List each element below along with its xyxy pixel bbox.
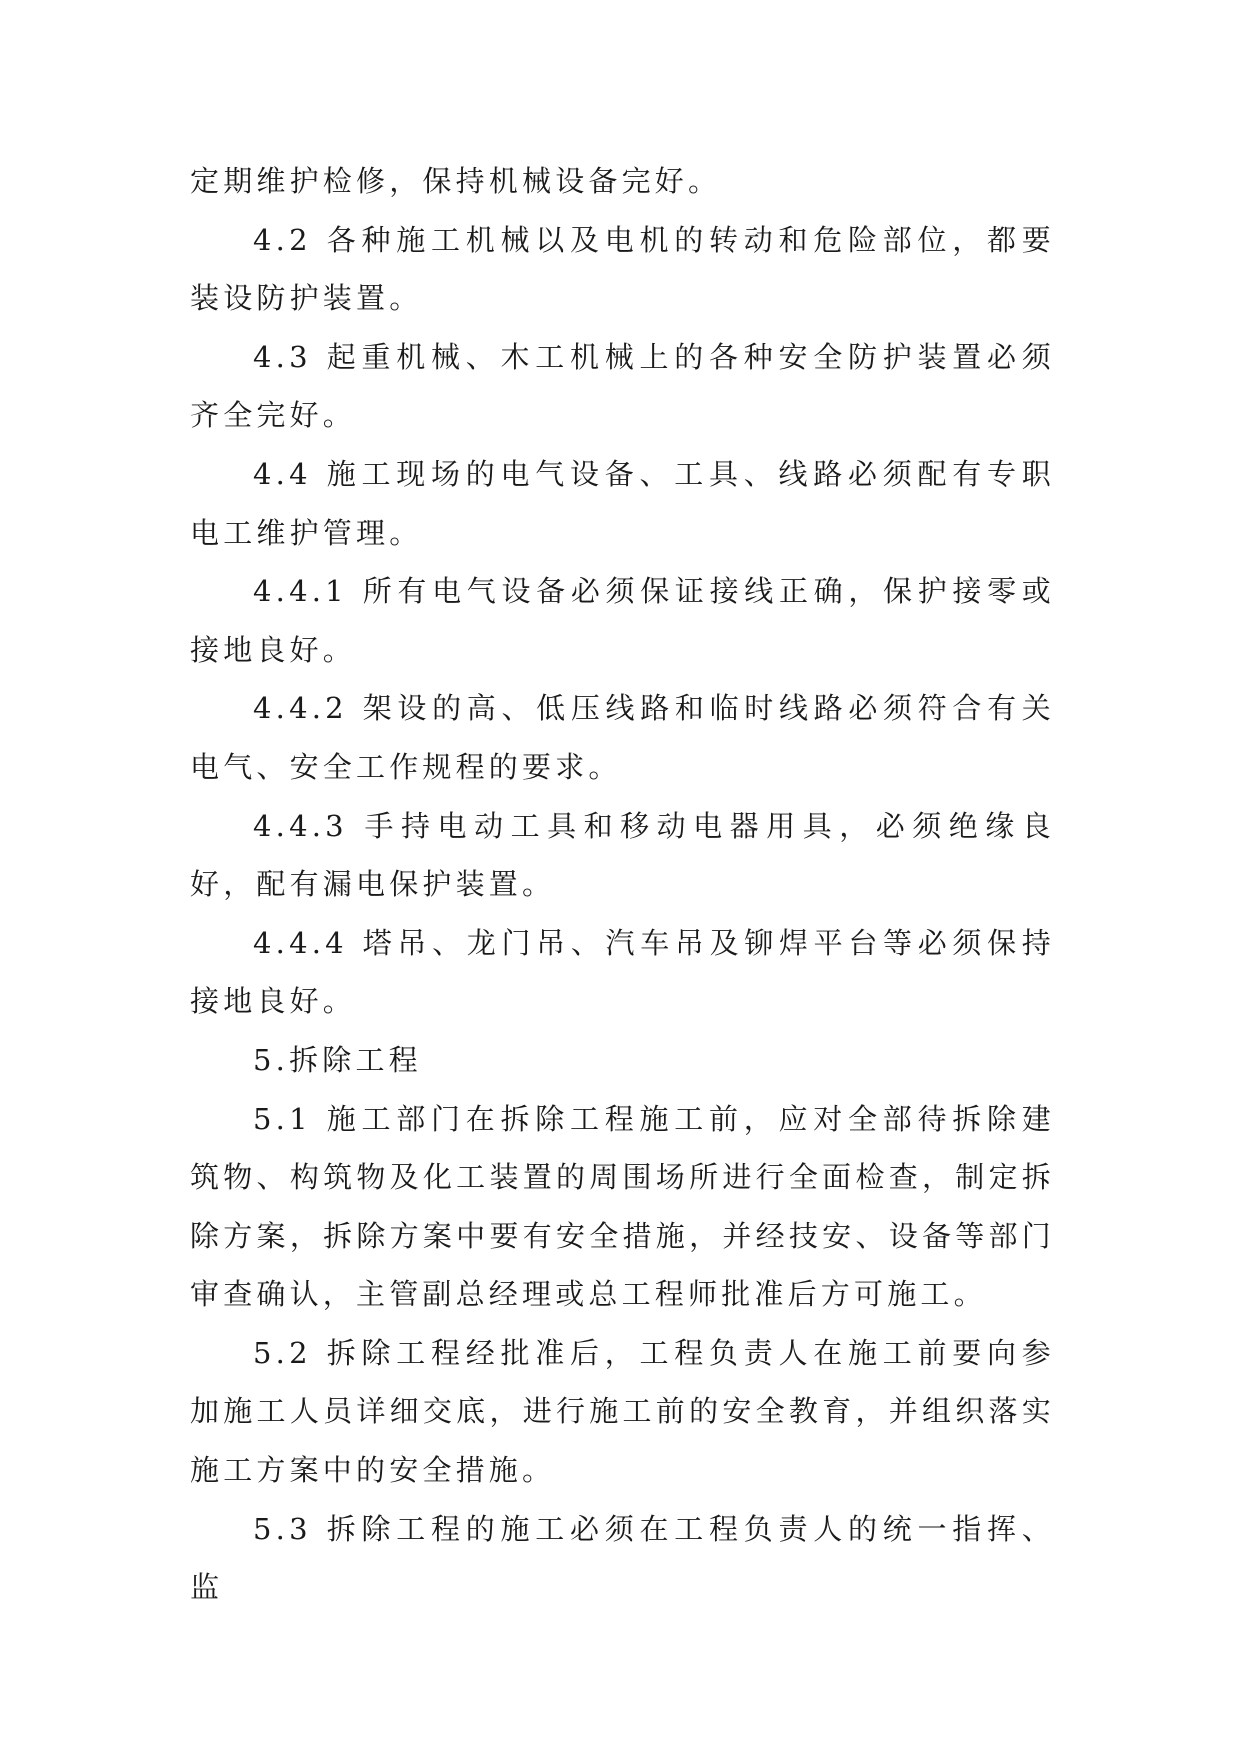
paragraph-4-3: 4.3 起重机械、木工机械上的各种安全防护装置必须齐全完好。: [190, 339, 1055, 433]
paragraph-5-1: 5.1 施工部门在拆除工程施工前，应对全部待拆除建筑物、构筑物及化工装置的周围场所进行全面检查，制定拆除方案，拆除方案中要有安全措施，并经技安、设备等部门审查确认，主管副总经理或总工程师批准后方可施工。: [190, 1101, 1055, 1312]
paragraph-4-4-2: 4.4.2 架设的高、低压线路和临时线路必须符合有关电气、安全工作规程的要求。: [190, 691, 1055, 784]
paragraph-4-4-3: 4.4.3 手持电动工具和移动电器用具，必须绝缘良好，配有漏电保护装置。: [190, 808, 1055, 902]
paragraph-5-3: 5.3 拆除工程的施工必须在工程负责人的统一指挥、监: [190, 1511, 1055, 1605]
paragraph-5-2: 5.2 拆除工程经批准后，工程负责人在施工前要向参加施工人员详细交底，进行施工前的安全教育，并组织落实施工方案中的安全措施。: [190, 1335, 1055, 1488]
paragraph-4-4: 4.4 施工现场的电气设备、工具、线路必须配有专职电工维护管理。: [190, 456, 1055, 550]
paragraph-4-4-1: 4.4.1 所有电气设备必须保证接线正确，保护接零或接地良好。: [190, 574, 1055, 667]
paragraph-continuation: 定期维护检修，保持机械设备完好。: [190, 164, 722, 198]
section-heading-5: 5.拆除工程: [253, 1042, 422, 1077]
document-body: [190, 152, 1055, 1617]
paragraph-4-2: 4.2 各种施工机械以及电机的转动和危险部位，都要装设防护装置。: [190, 222, 1055, 316]
paragraph-4-4-4: 4.4.4 塔吊、龙门吊、汽车吊及铆焊平台等必须保持接地良好。: [190, 925, 1055, 1019]
